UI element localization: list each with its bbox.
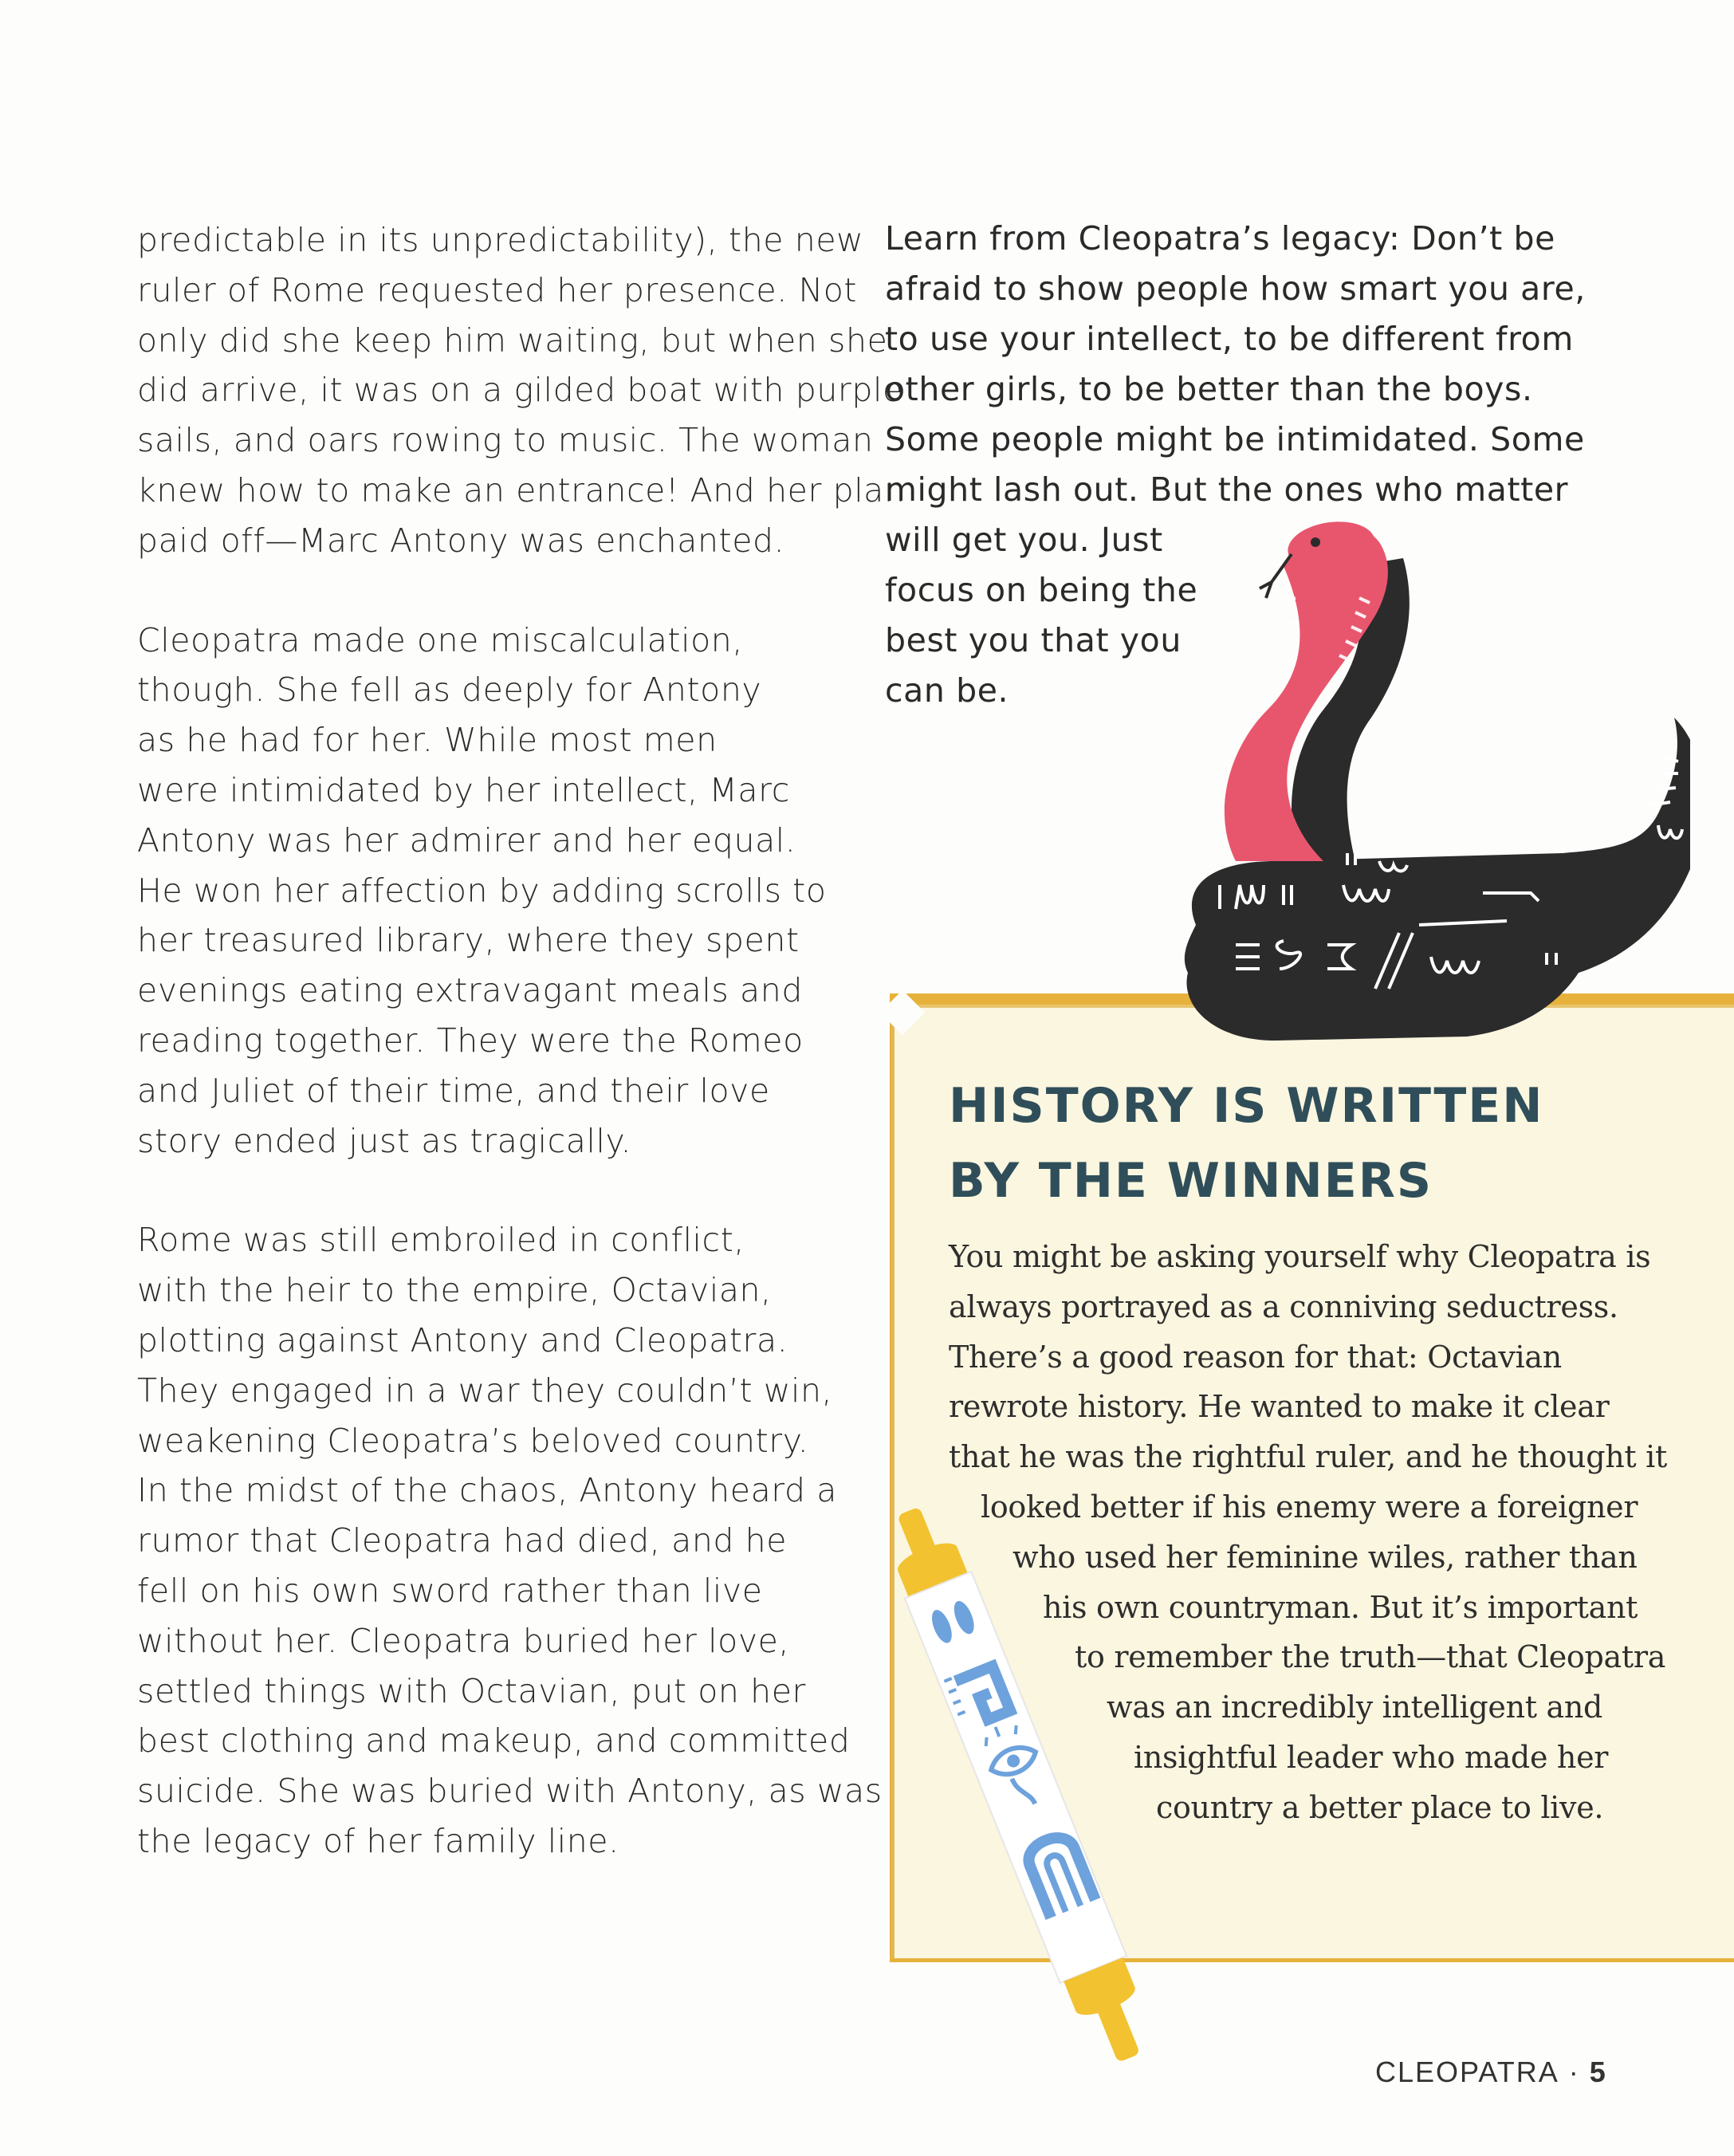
text-line: afraid to show people how smart you are, [885, 270, 1586, 308]
text-line: as he had for her. While most men [137, 721, 718, 760]
text-line: ruler of Rome requested her presence. Not [137, 270, 858, 309]
sidebar-title-line: BY THE WINNERS [949, 1153, 1433, 1209]
text-line: best clothing and makeup, and committed [137, 1721, 851, 1761]
text-line: Antony was her admirer and her equal. [137, 820, 796, 860]
sidebar-title [949, 1068, 1544, 1218]
text-line: He won her affection by adding scrolls to [137, 871, 827, 910]
text-line: best you that you [885, 621, 1182, 659]
text-line: who used her feminine wiles, rather than [1012, 1539, 1638, 1575]
text-line: and Juliet of their time, and their love [137, 1071, 770, 1110]
page-number: 5 [1589, 2056, 1607, 2088]
text-line: without her. Cleopatra buried her love, [137, 1621, 790, 1660]
sidebar-title-line: HISTORY IS WRITTEN [949, 1078, 1544, 1134]
text-line: You might be asking yourself why Cleopatra is [949, 1239, 1651, 1274]
text-line: looked better if his enemy were a foreigner [981, 1489, 1638, 1525]
text-line: plotting against Antony and Cleopatra. [137, 1320, 788, 1359]
text-line: to use your intellect, to be different from [885, 320, 1574, 358]
text-line: paid off—Marc Antony was enchanted. [137, 521, 785, 560]
text-line: sails, and oars rowing to music. The woman [137, 421, 874, 460]
text-line: fell on his own sword rather than live [137, 1571, 763, 1610]
text-line: settled things with Octavian, put on her [137, 1671, 806, 1710]
text-line: was an incredibly intelligent and [1107, 1690, 1603, 1725]
left-column [137, 215, 906, 1916]
text-line: knew how to make an entrance! And her plan [137, 470, 906, 509]
text-line: though. She fell as deeply for Antony [137, 671, 762, 710]
text-line: might lash out. But the ones who matter [885, 470, 1569, 509]
text-line: can be. [885, 671, 1009, 710]
text-line: her treasured library, where they spent [137, 921, 800, 960]
text-line: story ended just as tragically. [137, 1121, 632, 1160]
text-line: to remember the truth—that Cleopatra [1075, 1639, 1666, 1675]
text-line: did arrive, it was on a gilded boat with purple [137, 371, 903, 410]
scroll-icon [845, 1467, 1228, 2105]
text-line: only did she keep him waiting, but when she [137, 321, 888, 360]
text-line: were intimidated by her intellect, Marc [137, 770, 790, 809]
footer-section-title: CLEOPATRA [1375, 2056, 1559, 2088]
text-line: his own countryman. But it’s important [1043, 1589, 1638, 1625]
text-line: weakening Cleopatra’s beloved country. [137, 1421, 809, 1460]
text-line: rumor that Cleopatra had died, and he [137, 1521, 788, 1560]
paragraph-antony-meeting [137, 215, 906, 566]
text-line: country a better place to live. [1156, 1789, 1604, 1825]
cobra-icon [1164, 510, 1690, 1052]
text-line: Learn from Cleopatra’s legacy: Don’t be [885, 219, 1555, 258]
page-footer [1375, 2056, 1607, 2089]
paragraph-conflict [137, 1215, 883, 1866]
text-line: predictable in its unpredictability), the new [137, 221, 864, 259]
text-line: Some people might be intimidated. Some [885, 420, 1585, 458]
text-line: rewrote history. He wanted to make it clear [949, 1389, 1610, 1425]
text-line: with the heir to the empire, Octavian, [137, 1271, 772, 1310]
text-line: evenings eating extravagant meals and [137, 971, 803, 1010]
text-line: the legacy of her family line. [137, 1821, 619, 1860]
text-line: Rome was still embroiled in conflict, [137, 1221, 745, 1260]
text-line: will get you. Just [885, 521, 1163, 559]
text-line: suicide. She was buried with Antony, as was [137, 1772, 883, 1811]
text-line: Cleopatra made one miscalculation, [137, 620, 744, 659]
text-line: reading together. They were the Romeo [137, 1021, 804, 1060]
text-line: In the midst of the chaos, Antony heard a [137, 1471, 838, 1510]
text-line: other girls, to be better than the boys. [885, 370, 1533, 408]
paragraph-miscalculation [137, 616, 839, 1167]
footer-separator: · [1568, 2056, 1580, 2088]
text-line: They engaged in a war they couldn’t win, [137, 1371, 833, 1410]
text-line: always portrayed as a conniving seductress. [949, 1288, 1618, 1324]
text-line: insightful leader who made her [1134, 1739, 1609, 1775]
text-line: that he was the rightful ruler, and he thought it [949, 1439, 1667, 1475]
text-line: There’s a good reason for that: Octavian [949, 1339, 1562, 1375]
text-line: focus on being the [885, 571, 1198, 609]
